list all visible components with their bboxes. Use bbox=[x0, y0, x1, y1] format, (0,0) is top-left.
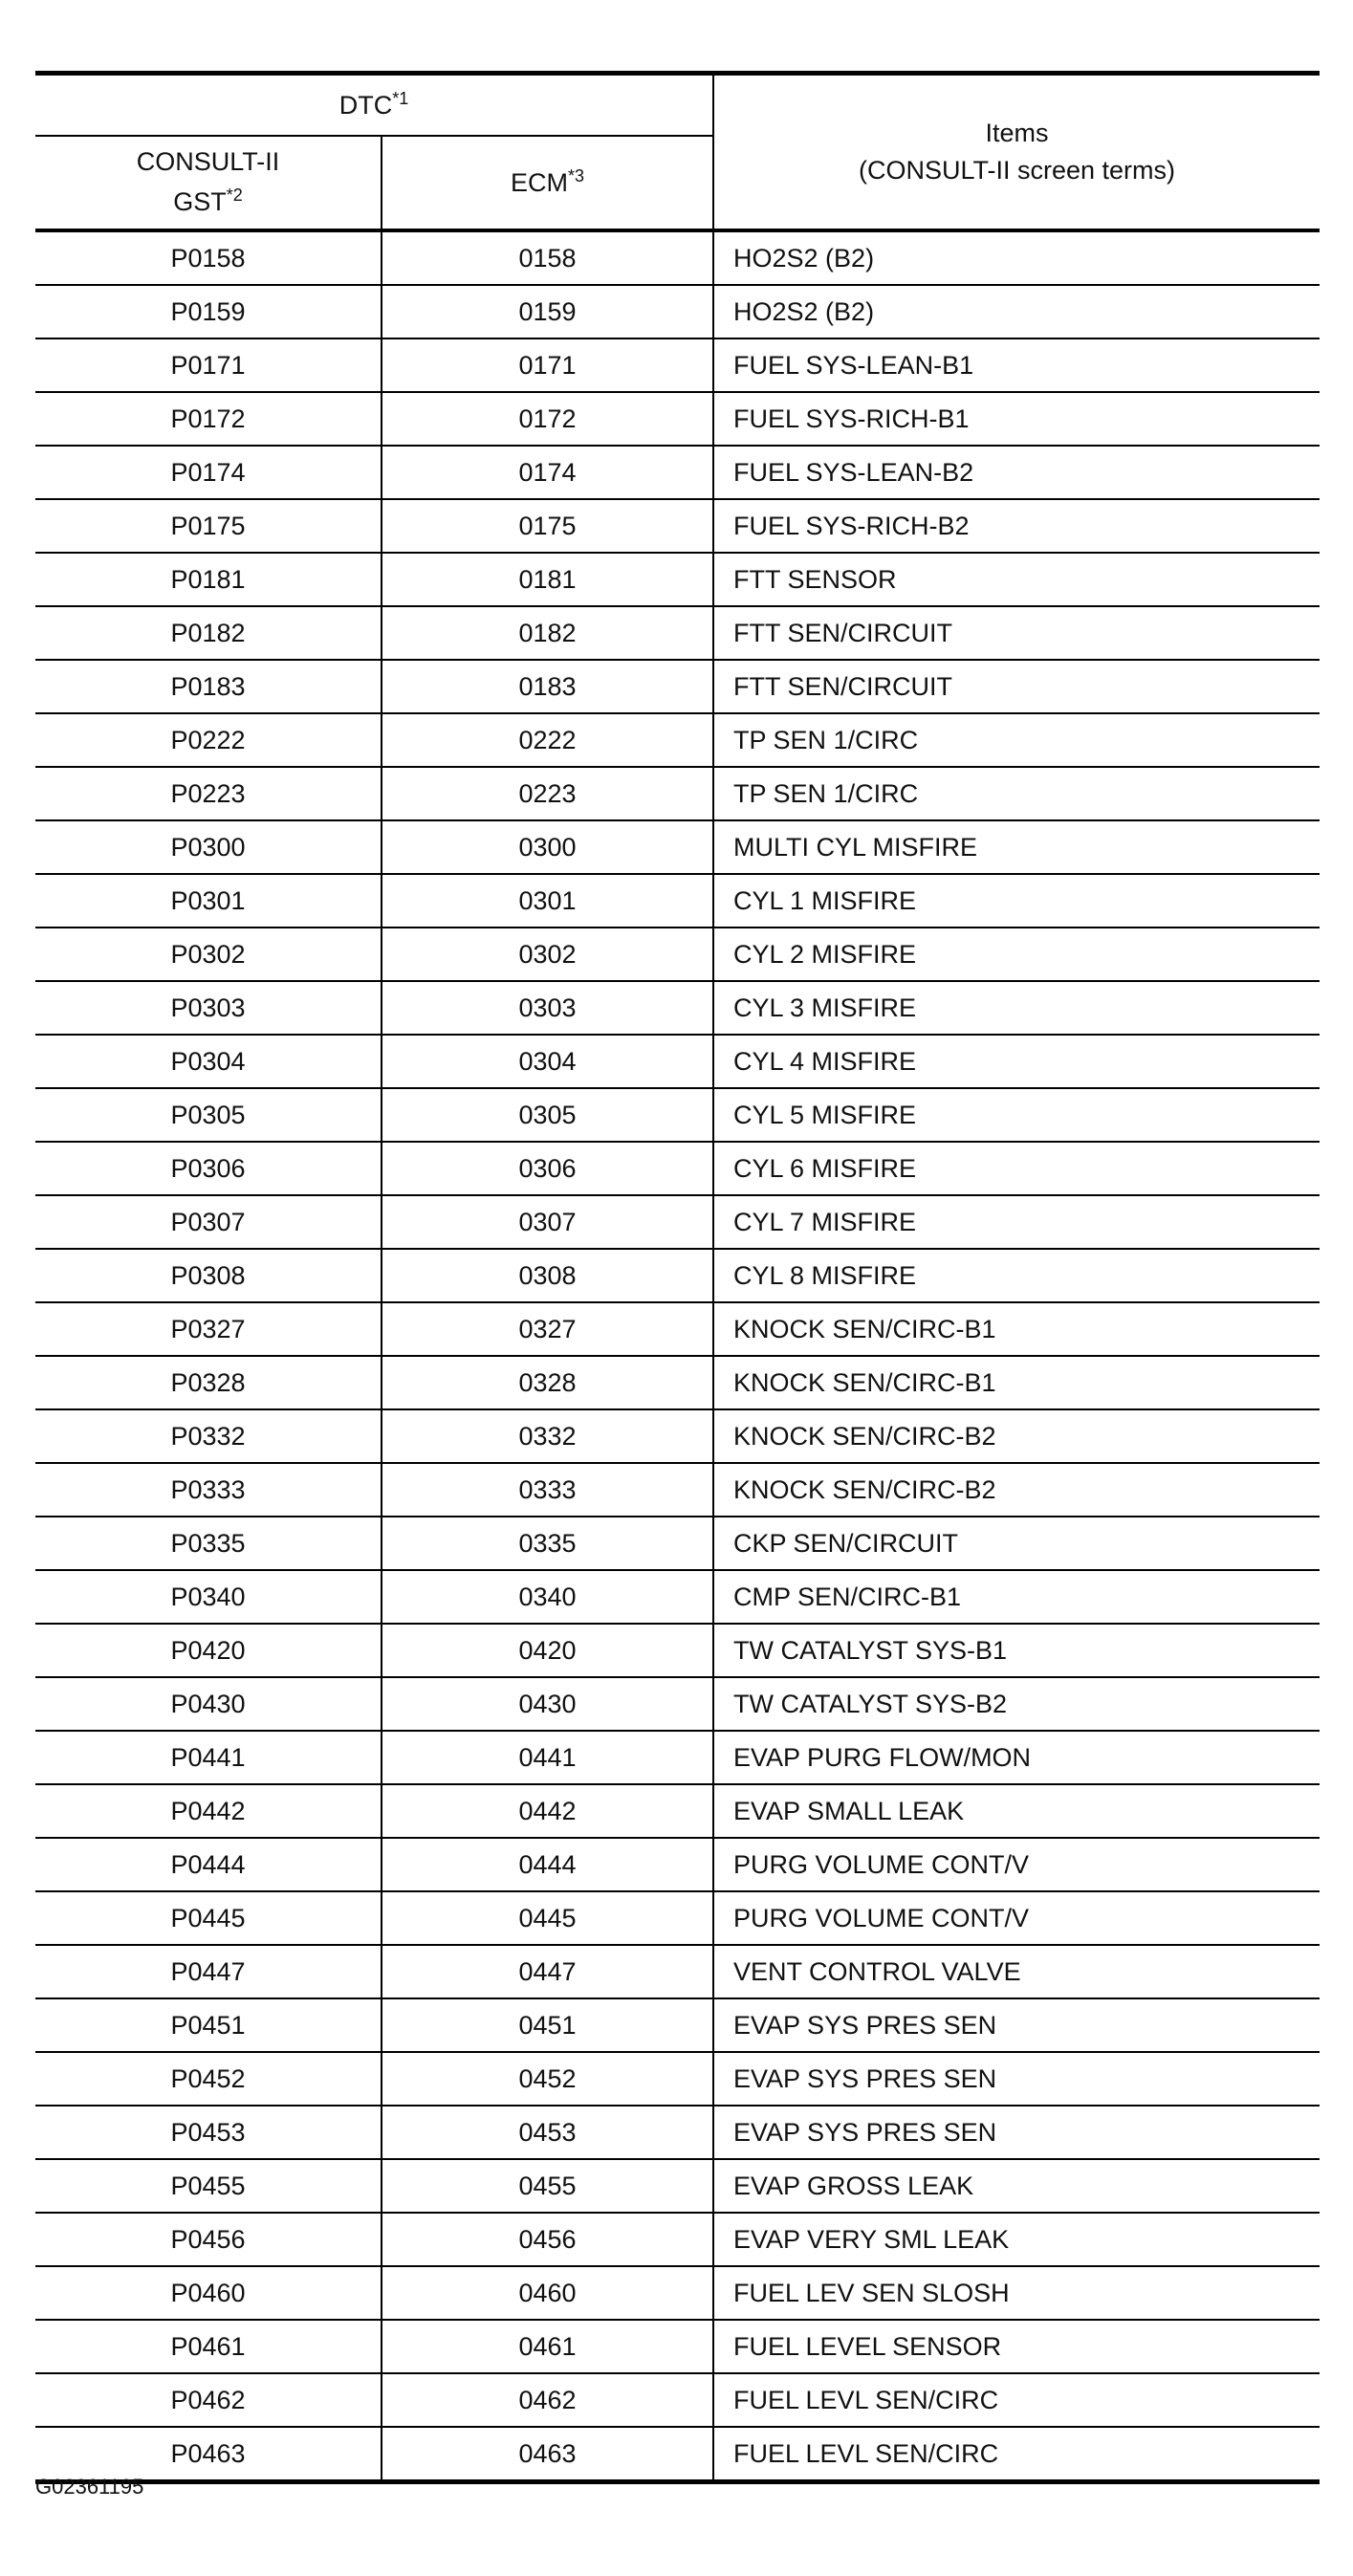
gst-code-cell: P0308 bbox=[35, 1249, 382, 1302]
gst-code-cell: P0182 bbox=[35, 606, 382, 660]
table-row bbox=[35, 1356, 1320, 1409]
item-cell: FUEL SYS-RICH-B1 bbox=[713, 392, 1320, 446]
ecm-code-cell: 0306 bbox=[382, 1142, 713, 1195]
table-row bbox=[35, 1463, 1320, 1517]
table-row bbox=[35, 981, 1320, 1035]
gst-code-cell: P0452 bbox=[35, 2052, 382, 2106]
table-row bbox=[35, 1891, 1320, 1945]
table-row bbox=[35, 1838, 1320, 1891]
table-row bbox=[35, 606, 1320, 660]
item-cell: FTT SENSOR bbox=[713, 553, 1320, 606]
gst-code-cell: P0460 bbox=[35, 2266, 382, 2320]
table-row bbox=[35, 1409, 1320, 1463]
ecm-code-cell: 0452 bbox=[382, 2052, 713, 2106]
ecm-code-cell: 0456 bbox=[382, 2213, 713, 2266]
table-row bbox=[35, 820, 1320, 874]
ecm-code-cell: 0159 bbox=[382, 285, 713, 338]
table-row bbox=[35, 1142, 1320, 1195]
gst-code-cell: P0444 bbox=[35, 1838, 382, 1891]
ecm-code-cell: 0301 bbox=[382, 874, 713, 928]
item-cell: EVAP SYS PRES SEN bbox=[713, 2052, 1320, 2106]
items-header bbox=[713, 74, 1320, 231]
gst-code-cell: P0327 bbox=[35, 1302, 382, 1356]
item-cell: CYL 1 MISFIRE bbox=[713, 874, 1320, 928]
gst-code-cell: P0333 bbox=[35, 1463, 382, 1517]
gst-code-cell: P0430 bbox=[35, 1677, 382, 1731]
table-row bbox=[35, 1784, 1320, 1838]
gst-code-cell: P0307 bbox=[35, 1195, 382, 1249]
item-cell: EVAP SYS PRES SEN bbox=[713, 2106, 1320, 2159]
gst-code-cell: P0453 bbox=[35, 2106, 382, 2159]
gst-code-cell: P0305 bbox=[35, 1088, 382, 1142]
gst-code-cell: P0462 bbox=[35, 2373, 382, 2427]
item-cell: EVAP VERY SML LEAK bbox=[713, 2213, 1320, 2266]
item-cell: FUEL LEVEL SENSOR bbox=[713, 2320, 1320, 2373]
item-cell: CYL 5 MISFIRE bbox=[713, 1088, 1320, 1142]
gst-code-cell: P0451 bbox=[35, 1998, 382, 2052]
ecm-code-cell: 0453 bbox=[382, 2106, 713, 2159]
table-row bbox=[35, 1998, 1320, 2052]
item-cell: CYL 4 MISFIRE bbox=[713, 1035, 1320, 1088]
table-row bbox=[35, 499, 1320, 553]
ecm-code-cell: 0158 bbox=[382, 230, 713, 285]
ecm-header-label: ECM bbox=[511, 167, 568, 197]
ecm-code-cell: 0340 bbox=[382, 1570, 713, 1624]
gst-code-cell: P0183 bbox=[35, 660, 382, 713]
consult-gst-header bbox=[35, 136, 382, 230]
ecm-code-cell: 0171 bbox=[382, 338, 713, 392]
ecm-code-cell: 0430 bbox=[382, 1677, 713, 1731]
ecm-code-cell: 0222 bbox=[382, 713, 713, 767]
gst-code-cell: P0172 bbox=[35, 392, 382, 446]
ecm-code-cell: 0181 bbox=[382, 553, 713, 606]
ecm-code-cell: 0461 bbox=[382, 2320, 713, 2373]
gst-code-cell: P0420 bbox=[35, 1624, 382, 1677]
ecm-code-cell: 0460 bbox=[382, 2266, 713, 2320]
table-row bbox=[35, 338, 1320, 392]
gst-code-cell: P0442 bbox=[35, 1784, 382, 1838]
table-row bbox=[35, 553, 1320, 606]
table-row bbox=[35, 446, 1320, 499]
gst-header-label: GST bbox=[173, 187, 227, 216]
items-header-subtitle: (CONSULT-II screen terms) bbox=[858, 156, 1176, 185]
table-row bbox=[35, 1302, 1320, 1356]
gst-code-cell: P0332 bbox=[35, 1409, 382, 1463]
table-row bbox=[35, 2320, 1320, 2373]
ecm-code-cell: 0300 bbox=[382, 820, 713, 874]
item-cell: FUEL SYS-RICH-B2 bbox=[713, 499, 1320, 553]
item-cell: TW CATALYST SYS-B1 bbox=[713, 1624, 1320, 1677]
dtc-footnote-mark: *1 bbox=[392, 88, 409, 108]
table-row bbox=[35, 2052, 1320, 2106]
ecm-code-cell: 0308 bbox=[382, 1249, 713, 1302]
table-row bbox=[35, 1677, 1320, 1731]
ecm-code-cell: 0304 bbox=[382, 1035, 713, 1088]
item-cell: CYL 8 MISFIRE bbox=[713, 1249, 1320, 1302]
gst-code-cell: P0306 bbox=[35, 1142, 382, 1195]
gst-code-cell: P0302 bbox=[35, 928, 382, 981]
gst-code-cell: P0456 bbox=[35, 2213, 382, 2266]
table-row bbox=[35, 2159, 1320, 2213]
dtc-header bbox=[35, 74, 713, 137]
table-row bbox=[35, 713, 1320, 767]
ecm-code-cell: 0328 bbox=[382, 1356, 713, 1409]
ecm-code-cell: 0451 bbox=[382, 1998, 713, 2052]
table-row bbox=[35, 392, 1320, 446]
table-row bbox=[35, 1624, 1320, 1677]
gst-code-cell: P0328 bbox=[35, 1356, 382, 1409]
table-row bbox=[35, 660, 1320, 713]
ecm-code-cell: 0441 bbox=[382, 1731, 713, 1784]
ecm-code-cell: 0305 bbox=[382, 1088, 713, 1142]
table-header bbox=[35, 74, 1320, 231]
table-row bbox=[35, 2373, 1320, 2427]
table-row bbox=[35, 1249, 1320, 1302]
item-cell: FTT SEN/CIRCUIT bbox=[713, 606, 1320, 660]
item-cell: KNOCK SEN/CIRC-B2 bbox=[713, 1463, 1320, 1517]
gst-code-cell: P0335 bbox=[35, 1517, 382, 1570]
item-cell: CYL 6 MISFIRE bbox=[713, 1142, 1320, 1195]
ecm-code-cell: 0444 bbox=[382, 1838, 713, 1891]
ecm-code-cell: 0302 bbox=[382, 928, 713, 981]
gst-code-cell: P0174 bbox=[35, 446, 382, 499]
ecm-code-cell: 0332 bbox=[382, 1409, 713, 1463]
ecm-code-cell: 0172 bbox=[382, 392, 713, 446]
table-row bbox=[35, 928, 1320, 981]
item-cell: KNOCK SEN/CIRC-B2 bbox=[713, 1409, 1320, 1463]
table-row bbox=[35, 1517, 1320, 1570]
item-cell: CYL 3 MISFIRE bbox=[713, 981, 1320, 1035]
consult-header-label: CONSULT-II bbox=[136, 147, 280, 177]
ecm-code-cell: 0462 bbox=[382, 2373, 713, 2427]
ecm-header bbox=[382, 136, 713, 230]
item-cell: TW CATALYST SYS-B2 bbox=[713, 1677, 1320, 1731]
item-cell: CYL 7 MISFIRE bbox=[713, 1195, 1320, 1249]
gst-code-cell: P0461 bbox=[35, 2320, 382, 2373]
ecm-code-cell: 0303 bbox=[382, 981, 713, 1035]
figure-id: G02361195 bbox=[35, 2475, 144, 2499]
item-cell: KNOCK SEN/CIRC-B1 bbox=[713, 1356, 1320, 1409]
table-row bbox=[35, 230, 1320, 285]
item-cell: FUEL LEVL SEN/CIRC bbox=[713, 2373, 1320, 2427]
gst-code-cell: P0300 bbox=[35, 820, 382, 874]
item-cell: HO2S2 (B2) bbox=[713, 285, 1320, 338]
item-cell: PURG VOLUME CONT/V bbox=[713, 1838, 1320, 1891]
ecm-code-cell: 0445 bbox=[382, 1891, 713, 1945]
item-cell: FUEL LEV SEN SLOSH bbox=[713, 2266, 1320, 2320]
dtc-table-container bbox=[35, 71, 1320, 2484]
dtc-header-label: DTC bbox=[338, 90, 393, 120]
ecm-code-cell: 0442 bbox=[382, 1784, 713, 1838]
table-row bbox=[35, 1035, 1320, 1088]
item-cell: TP SEN 1/CIRC bbox=[713, 767, 1320, 820]
table-row bbox=[35, 1088, 1320, 1142]
ecm-code-cell: 0182 bbox=[382, 606, 713, 660]
dtc-table bbox=[35, 71, 1320, 2484]
item-cell: CKP SEN/CIRCUIT bbox=[713, 1517, 1320, 1570]
ecm-code-cell: 0463 bbox=[382, 2427, 713, 2482]
gst-code-cell: P0171 bbox=[35, 338, 382, 392]
item-cell: MULTI CYL MISFIRE bbox=[713, 820, 1320, 874]
ecm-code-cell: 0420 bbox=[382, 1624, 713, 1677]
gst-code-cell: P0222 bbox=[35, 713, 382, 767]
table-row bbox=[35, 874, 1320, 928]
item-cell: EVAP GROSS LEAK bbox=[713, 2159, 1320, 2213]
item-cell: EVAP SMALL LEAK bbox=[713, 1784, 1320, 1838]
ecm-code-cell: 0174 bbox=[382, 446, 713, 499]
item-cell: FTT SEN/CIRCUIT bbox=[713, 660, 1320, 713]
gst-code-cell: P0303 bbox=[35, 981, 382, 1035]
table-row bbox=[35, 1195, 1320, 1249]
ecm-code-cell: 0175 bbox=[382, 499, 713, 553]
table-row bbox=[35, 767, 1320, 820]
table-row bbox=[35, 285, 1320, 338]
item-cell: EVAP SYS PRES SEN bbox=[713, 1998, 1320, 2052]
gst-code-cell: P0441 bbox=[35, 1731, 382, 1784]
gst-code-cell: P0158 bbox=[35, 230, 382, 285]
item-cell: PURG VOLUME CONT/V bbox=[713, 1891, 1320, 1945]
gst-code-cell: P0181 bbox=[35, 553, 382, 606]
table-row bbox=[35, 2106, 1320, 2159]
ecm-code-cell: 0183 bbox=[382, 660, 713, 713]
ecm-code-cell: 0223 bbox=[382, 767, 713, 820]
ecm-footnote-mark: *3 bbox=[568, 165, 585, 186]
gst-code-cell: P0447 bbox=[35, 1945, 382, 1998]
ecm-code-cell: 0327 bbox=[382, 1302, 713, 1356]
table-row bbox=[35, 2213, 1320, 2266]
item-cell: CMP SEN/CIRC-B1 bbox=[713, 1570, 1320, 1624]
item-cell: KNOCK SEN/CIRC-B1 bbox=[713, 1302, 1320, 1356]
gst-code-cell: P0304 bbox=[35, 1035, 382, 1088]
table-body bbox=[35, 230, 1320, 2482]
gst-code-cell: P0463 bbox=[35, 2427, 382, 2482]
table-row bbox=[35, 2266, 1320, 2320]
table-row bbox=[35, 1945, 1320, 1998]
item-cell: CYL 2 MISFIRE bbox=[713, 928, 1320, 981]
item-cell: EVAP PURG FLOW/MON bbox=[713, 1731, 1320, 1784]
ecm-code-cell: 0335 bbox=[382, 1517, 713, 1570]
table-row bbox=[35, 1570, 1320, 1624]
gst-code-cell: P0301 bbox=[35, 874, 382, 928]
ecm-code-cell: 0447 bbox=[382, 1945, 713, 1998]
ecm-code-cell: 0333 bbox=[382, 1463, 713, 1517]
ecm-code-cell: 0307 bbox=[382, 1195, 713, 1249]
gst-footnote-mark: *2 bbox=[226, 186, 243, 205]
gst-code-cell: P0223 bbox=[35, 767, 382, 820]
item-cell: FUEL SYS-LEAN-B2 bbox=[713, 446, 1320, 499]
table-row bbox=[35, 2427, 1320, 2482]
item-cell: HO2S2 (B2) bbox=[713, 230, 1320, 285]
gst-code-cell: P0445 bbox=[35, 1891, 382, 1945]
item-cell: VENT CONTROL VALVE bbox=[713, 1945, 1320, 1998]
ecm-code-cell: 0455 bbox=[382, 2159, 713, 2213]
item-cell: FUEL SYS-LEAN-B1 bbox=[713, 338, 1320, 392]
item-cell: FUEL LEVL SEN/CIRC bbox=[733, 2438, 999, 2468]
gst-code-cell: P0455 bbox=[35, 2159, 382, 2213]
items-header-title: Items bbox=[985, 118, 1049, 147]
table-row bbox=[35, 1731, 1320, 1784]
gst-code-cell: P0159 bbox=[35, 285, 382, 338]
item-cell: TP SEN 1/CIRC bbox=[713, 713, 1320, 767]
gst-code-cell: P0175 bbox=[35, 499, 382, 553]
gst-code-cell: P0340 bbox=[35, 1570, 382, 1624]
